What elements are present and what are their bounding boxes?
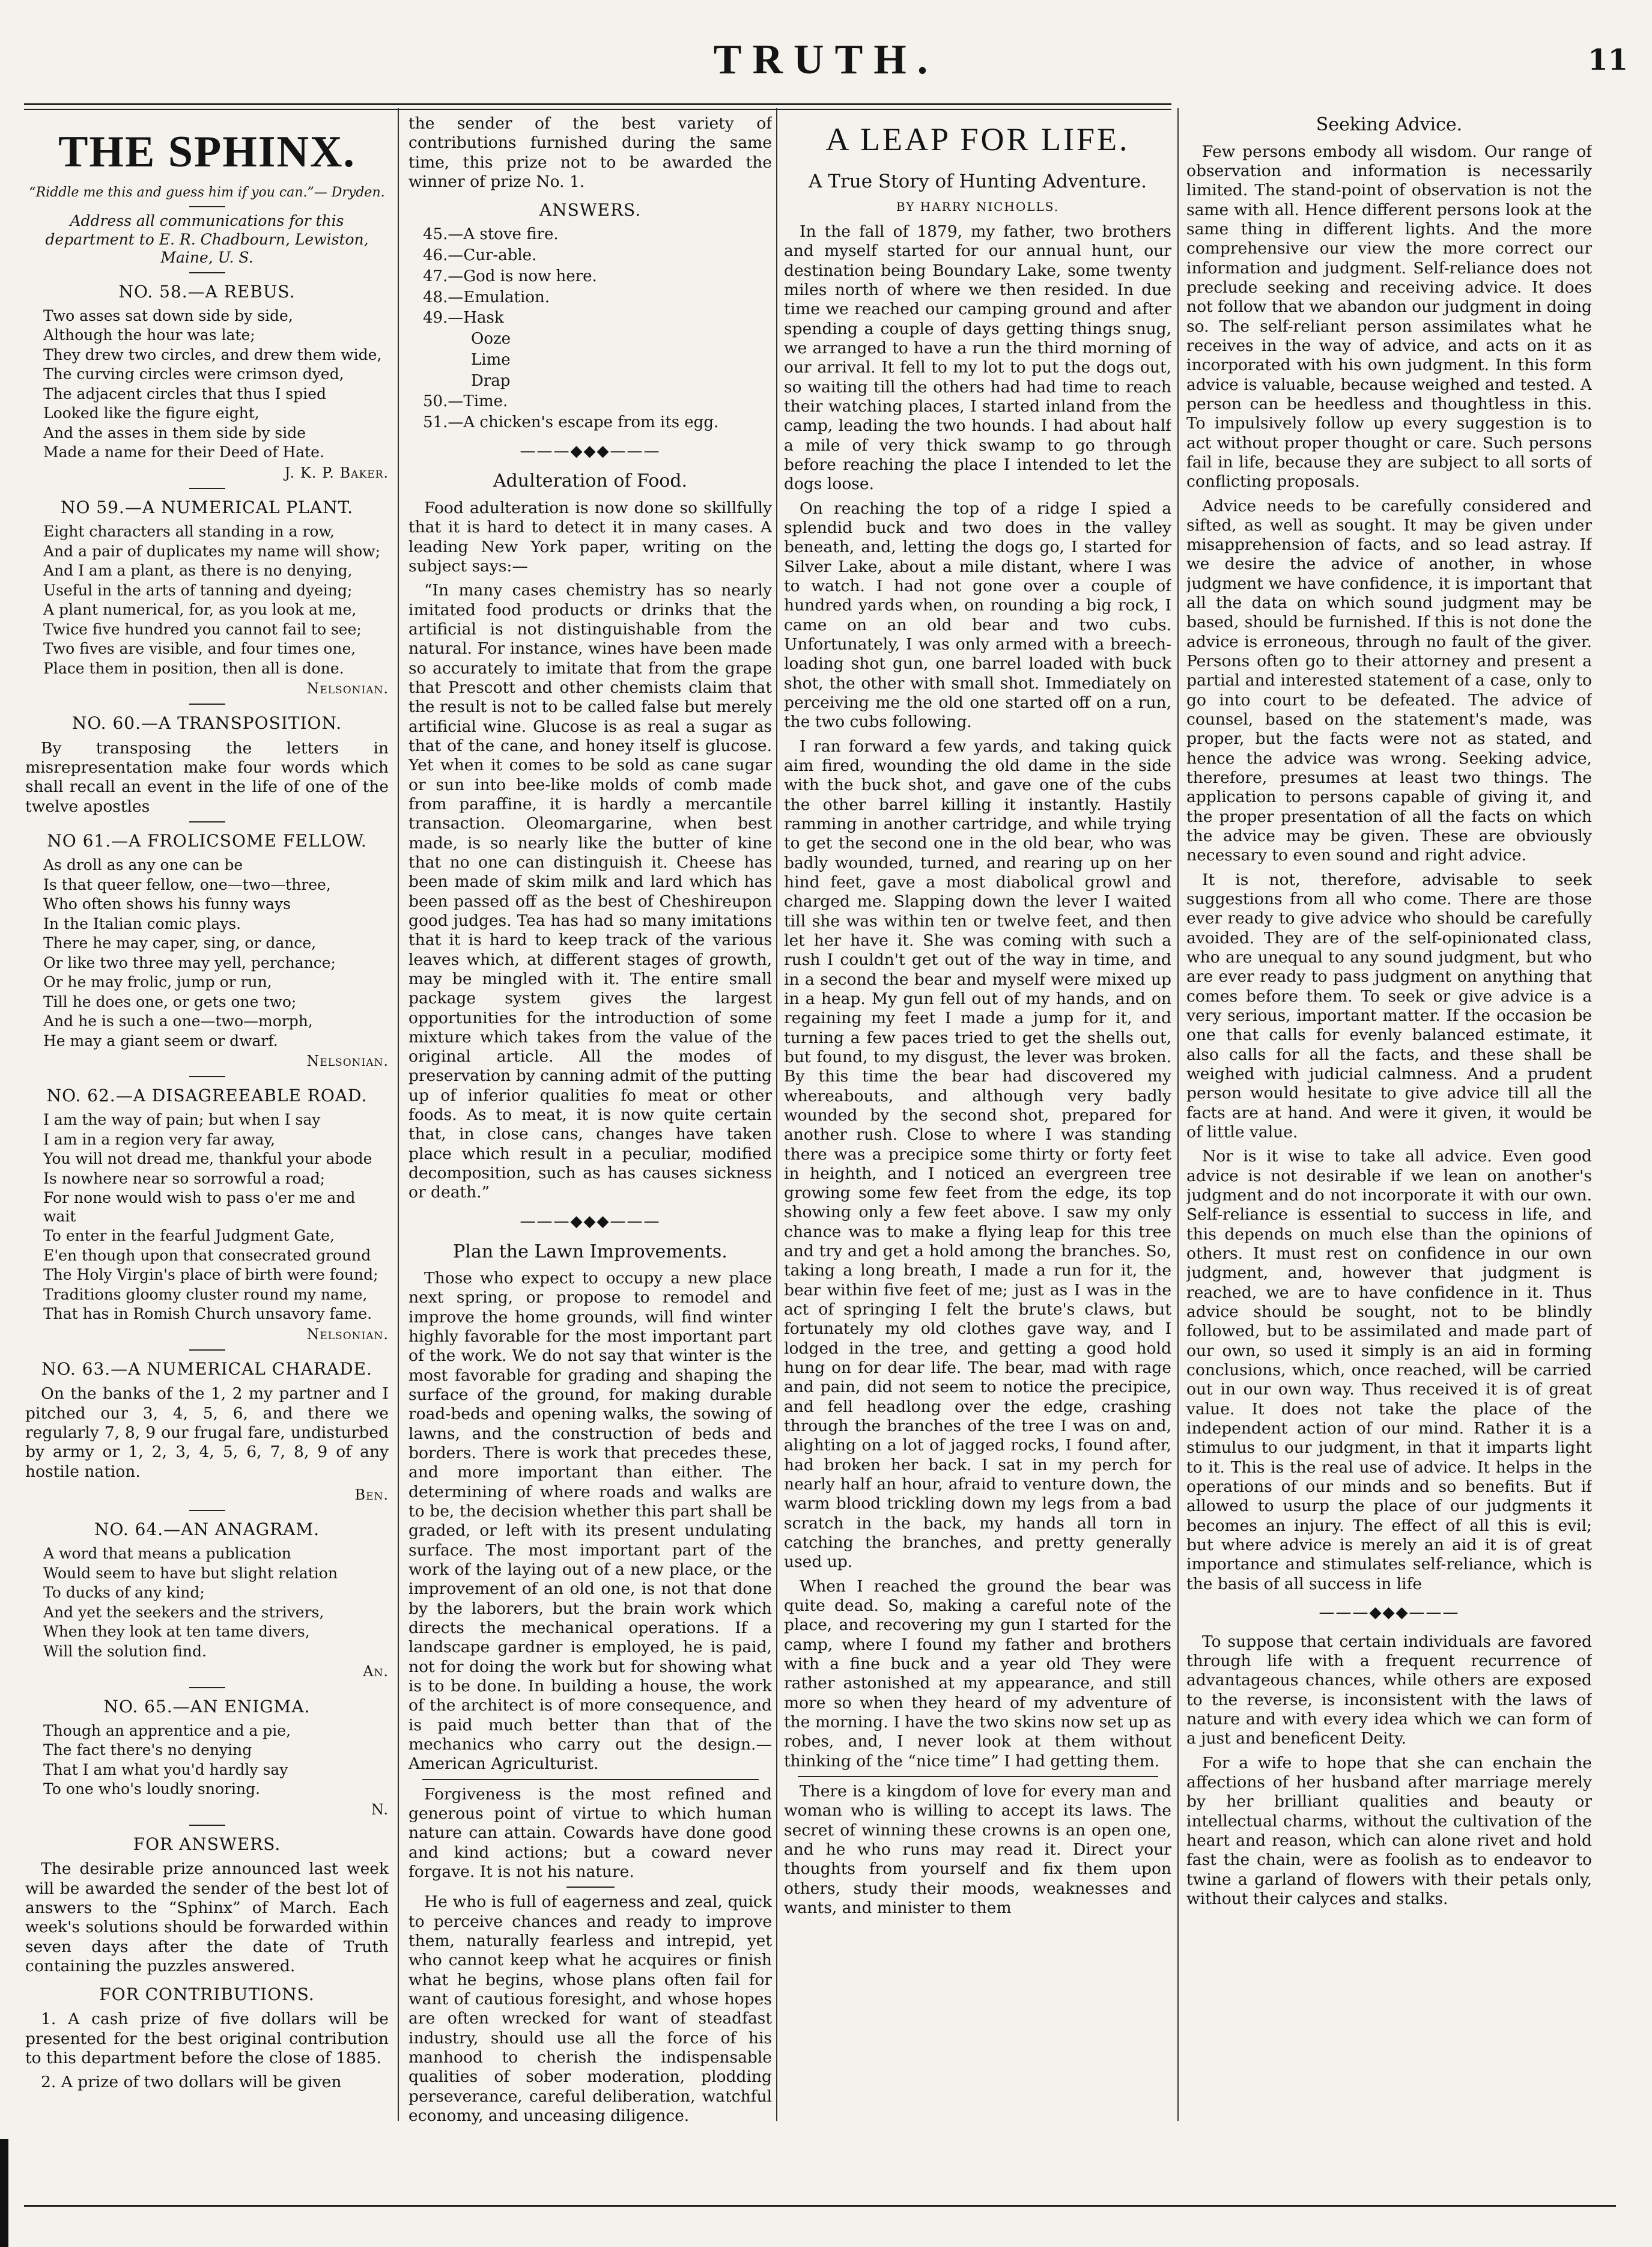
article-paragraph: Those who expect to occupy a new place next spring, or propose to remodel and improve the home grounds, will find winter highly favorable for the most important part of the work. We do not say that winter is the most favorable for grading and shaping the surface of the ground, for making durable road-beds and opening walks, the sowing of lawns, and the construction of beds and borders. There is work that precedes these, and more important than either. The determining of where roads and walks are to be, the decision whether this part shall be graded, or left with its present undulating surface. The most important part of the work of the laying out of a new place, or the improvement of an old one, is not that done by the laborers, but the brain work which directs the mechanical operations. If a landscape gardner is employed, he is paid, not for doing the work but for showing what is to be done. In building a house, the work of the architect is of more consequence, and is paid much better than that of the mechanics who carry out the design.—American Agriculturist. bbox=[408, 1269, 772, 1774]
puzzle-line: And a pair of duplicates my name will show; bbox=[43, 542, 380, 560]
puzzle-line: Looked like the figure eight, bbox=[43, 404, 260, 422]
puzzle-line: To one who's loudly snoring. bbox=[43, 1780, 261, 1798]
puzzle-line: The Holy Virgin's place of birth were found; bbox=[43, 1266, 378, 1284]
scan-edge-bar bbox=[0, 2139, 8, 2247]
puzzle-author: An. bbox=[363, 1663, 389, 1680]
puzzle-line: The adjacent circles that thus I spied bbox=[43, 385, 327, 403]
puzzle-line: Eight characters all standing in a row, bbox=[43, 523, 335, 541]
puzzle-heading: NO. 60.—A TRANSPOSITION. bbox=[71, 713, 342, 734]
puzzle-heading: NO 61.—A FROLICSOME FELLOW. bbox=[47, 830, 367, 851]
article-paragraph: Advice needs to be carefully considered and sifted, as well as sought. It may be given under misapprehension of facts, and so lead astray. If we desire the advice of another, in whose judgment we have confidence, it is important that all the data on which sound judgment may be based, should be furnished. If this is not done the advice is erroneous, through no fault of the giver. Persons often go to their attorney and present a partial and interested statement of a case, only to go into court to be defeated. The advice of counsel, based on the statement's made, was proper, but the facts were not as stated, and hence the advice was wrong. Seeking advice, therefore, presumes at least two things. The application to persons capable of giving it, and the proper presentation of all the facts on which the advice may be given. These are obviously necessary to even sound and right advice. bbox=[1186, 496, 1592, 865]
puzzle-heading: NO. 65.—AN ENIGMA. bbox=[103, 1696, 311, 1716]
puzzle-line: I am in a region very far away, bbox=[43, 1130, 276, 1148]
divider bbox=[189, 272, 225, 273]
puzzle-line: They drew two circles, and drew them wide, bbox=[43, 345, 382, 363]
story-paragraph: There is a kingdom of love for every man and woman who is willing to accept its laws. The secret of winning these crowns is an open one, and he who runs may read it. Direct your thoughts from yourself and fix them upon others, study their moods, weaknesses and wants, and minister to them bbox=[784, 1782, 1171, 1917]
puzzle-line: And I am a plant, as there is no denying, bbox=[43, 562, 353, 580]
puzzle-line: That I am what you'd hardly say bbox=[43, 1760, 288, 1778]
puzzle-line: Or he may frolic, jump or run, bbox=[43, 973, 272, 991]
sphinx-title: THE SPHINX. bbox=[58, 127, 356, 177]
puzzle-text: On the banks of the 1, 2 my partner and I pitched our 3, 4, 5, 6, and there we regularly 7, 8, 9 our frugal fare, undisturbed by army or 1, 2, 3, 4, 5, 6, 7, 8, 9 of any hostile nation. bbox=[25, 1384, 389, 1481]
puzzle-list bbox=[25, 282, 389, 1826]
puzzle-author: Nelsonian. bbox=[306, 1053, 389, 1070]
column-divider bbox=[776, 108, 777, 2121]
ornament-divider: ———◆◆◆——— bbox=[520, 1212, 661, 1230]
puzzle-line: Although the hour was late; bbox=[43, 326, 255, 344]
puzzle-line: The curving circles were crimson dyed, bbox=[43, 365, 344, 383]
puzzle-line: Traditions gloomy cluster round my name, bbox=[43, 1285, 368, 1303]
column-four bbox=[1186, 114, 1592, 2193]
advice-title: Seeking Advice. bbox=[1316, 114, 1463, 135]
article-paragraph: For a wife to hope that she can enchain the affections of her husband after marriage merely by her brilliant qualities and beauty or intellectual charms, without the cultivation of the heart and reason, which can alone rivet and hold fast the chain, were as foolish as to endeavor to twine a garland of flowers with their petals only, without their calyces and stalks. bbox=[1186, 1753, 1592, 1908]
puzzle-line: Will the solution find. bbox=[43, 1642, 207, 1660]
for-answers-heading: FOR ANSWERS. bbox=[133, 1834, 281, 1855]
divider bbox=[189, 1510, 225, 1511]
divider bbox=[189, 704, 225, 705]
puzzle-line: A plant numerical, for, as you look at me, bbox=[43, 601, 357, 619]
for-contributions-heading: FOR CONTRIBUTIONS. bbox=[99, 1984, 315, 2005]
story-byline: BY HARRY NICHOLLS. bbox=[896, 199, 1060, 214]
puzzle-line: Useful in the arts of tanning and dyeing; bbox=[43, 581, 353, 599]
puzzle-author: Nelsonian. bbox=[306, 1325, 389, 1343]
answers-list bbox=[408, 225, 772, 432]
puzzle-author: N. bbox=[371, 1801, 389, 1818]
story-paragraph: On reaching the top of a ridge I spied a splendid buck and two does in the valley beneath, and, letting the dogs go, I started for Silver Lake, about a mile distant, where I was to watch. I had not gone over a couple of hundred yards when, on rounding a big rock, I came on an old bear and two cubs. Unfortunately, I was only armed with a breech-loading shot gun, one barrel loaded with buck shot, the other with small shot. Immediately on perceiving me the old one started off on a run, the two cubs following. bbox=[784, 499, 1171, 732]
ornament-divider: ———◆◆◆——— bbox=[1319, 1603, 1460, 1622]
article-paragraph: Food adulteration is now done so skillfully that it is hard to detect it in many cases. A leading New York paper, writing on the subject says:— bbox=[408, 498, 772, 576]
article-paragraph: To suppose that certain individuals are favored through life with a frequent recurrence of advantageous chances, while others are exposed to the reverse, is inconsistent with the laws of nature and with every idea which we can form of a just and beneficent Deity. bbox=[1186, 1632, 1592, 1748]
answer-item: 47.—God is now here. bbox=[423, 267, 597, 285]
puzzle-line: Till he does one, or gets one two; bbox=[43, 993, 297, 1011]
puzzle-heading: NO. 64.—AN ANAGRAM. bbox=[94, 1519, 320, 1540]
answer-item: 51.—A chicken's escape from its egg. bbox=[423, 413, 719, 431]
article-paragraph: Few persons embody all wisdom. Our range of observation and information is necessarily limited. The stand-point of observation is not the same with all. Hence different persons look at the same thing in different lights. And the more comprehensive our view the more correct our information and judgment. Self-reliance does not preclude seeking and receiving advice. It does not follow that we abandon our judgment in doing so. The self-reliant person assimilates what he receives in the way of advice, and acts on it as incorporated with his own judgment. In this form advice is valuable, because weighed and tested. A person can be heedless and thoughtless in this. To impulsively follow up every suggestion is to act without proper thought or care. Such persons fail in life, because they are subject to all sorts of conflicting proposals. bbox=[1186, 142, 1592, 491]
top-rule bbox=[24, 103, 1171, 110]
puzzle-line: Made a name for their Deed of Hate. bbox=[43, 443, 324, 461]
divider bbox=[422, 1779, 759, 1780]
divider bbox=[566, 1887, 615, 1888]
answers-heading: ANSWERS. bbox=[539, 200, 642, 220]
divider bbox=[189, 1076, 225, 1077]
puzzle-line: And yet the seekers and the strivers, bbox=[43, 1603, 324, 1621]
puzzle-line: He may a giant seem or dwarf. bbox=[43, 1032, 278, 1050]
puzzle-line: Is nowhere near so sorrowful a road; bbox=[43, 1169, 326, 1187]
answer-item: 48.—Emulation. bbox=[423, 288, 550, 306]
puzzle-author: J. K. P. Baker. bbox=[284, 464, 389, 481]
answer-item: Lime bbox=[471, 350, 511, 369]
puzzle-line: There he may caper, sing, or dance, bbox=[43, 934, 317, 952]
puzzle-line: To ducks of any kind; bbox=[43, 1584, 205, 1602]
answer-item: 50.—Time. bbox=[423, 392, 508, 411]
puzzle-line: When they look at ten tame divers, bbox=[43, 1623, 310, 1641]
puzzle-line: To enter in the fearful Judgment Gate, bbox=[43, 1227, 335, 1245]
puzzle-line: I am the way of pain; but when I say bbox=[43, 1111, 321, 1129]
divider bbox=[189, 488, 225, 489]
sphinx-address: Address all communications for this department to E. R. Chadbourn, Lewiston, Maine, U. S. bbox=[45, 212, 369, 267]
article-paragraph: “In many cases chemistry has so nearly imitated food products or drinks that the artificial is not distinguishable from the natural. For instance, wines have been made so accurately to imitate that from the grape that Prescott and other chemists claim that the result is not to be called false but merely artificial wine. Glucose is as real a sugar as that of the cane, and honey itself is glucose. Yet when it comes to be sold as cane sugar or sun into bee-like molds of comb made from paraffine, it is hardly a mercantile transaction. Oleomargarine, when best made, is so nearly like the butter of kine that no one can distinguish it. Cheese has been made of skim milk and lard which has been passed off as the best of Cheshireupon good judges. Tea has had so many imitations that it is hard to keep track of the various leaves which, at different stages of growth, may be mingled with it. The entire small package system gives the largest opportunities for the introduction of some mixture which takes from the value of the original article. All the modes of preservation by canning admit of the putting up of inferior qualities fo meat or other foods. As to meat, it is now quite certain that, in close cans, changes have taken place which result in a peculiar, modified decomposition, such as has causes sickness or death.” bbox=[408, 581, 772, 1202]
puzzle-heading: NO. 58.—A REBUS. bbox=[118, 281, 296, 302]
contribution-2: 2. A prize of two dollars will be given bbox=[41, 2073, 342, 2092]
puzzle-line: E'en though upon that consecrated ground bbox=[43, 1246, 371, 1264]
puzzle-line: Who often shows his funny ways bbox=[43, 895, 291, 913]
column-divider bbox=[1177, 108, 1179, 2121]
ornament-divider: ———◆◆◆——— bbox=[520, 442, 661, 460]
puzzle-heading: NO 59.—A NUMERICAL PLANT. bbox=[60, 497, 354, 518]
answer-item: 49.—Hask bbox=[423, 309, 504, 327]
puzzle-line: Two asses sat down side by side, bbox=[43, 306, 293, 324]
article-paragraph: He who is full of eagerness and zeal, quick to perceive chances and ready to improve them, naturally fearless and intrepid, yet who cannot keep what he acquires or finish what he begins, whose plans often fail for want of cautious foresight, and whose hopes are often wrecked for want of steadfast industry, should use all the force of his manhood to cherish the indispensable qualities of sober moderation, plodding perseverance, careful deliberation, watchful economy, and unceasing diligence. bbox=[408, 1893, 772, 2125]
story-paragraph: In the fall of 1879, my father, two brothers and myself started for our annual hunt, our destination being Boundary Lake, some twenty miles north of where we then resided. In due time we reached our camping ground and after spending a couple of days getting things snug, we arranged to have a run the third morning of our arrival. It fell to my lot to put the dogs out, so waiting till the others had had time to reach their watching places, I started inland from the camp, leading the two hounds. I had about half a mile of very thick swamp to go through before reaching the place I intended to let the dogs loose. bbox=[784, 222, 1171, 494]
sphinx-motto: “Riddle me this and guess him if you can.”— Dryden. bbox=[29, 185, 385, 201]
column-three bbox=[784, 114, 1171, 2193]
divider bbox=[189, 821, 225, 822]
puzzle-line: In the Italian comic plays. bbox=[43, 914, 241, 932]
puzzle-line: That has in Romish Church unsavory fame. bbox=[43, 1305, 372, 1323]
answer-item: Ooze bbox=[471, 330, 511, 348]
puzzle-author: Ben. bbox=[354, 1486, 389, 1504]
puzzle-line: Would seem to have but slight relation bbox=[43, 1564, 338, 1582]
article-paragraph: Nor is it wise to take all advice. Even good advice is not desirable if we lean on another's judgment and do not incorporate it with our own. Self-reliance is essential to success in life, and this depends on much else than the opinions of others. It must rest on confidence in our own judgment, and, however that judgment is reached, we are to have confidence in it. Thus advice should be sought, not to be blindly followed, but to be assimilated and made part of our own, so used it simply is an aid in forming conclusions, which, once reached, will be carried out in our own way. Thus received it is of great value. It does not take the place of the independent action of our mind. Rather it is a stimulus to our judgment, in that it imparts light to it. This is the real use of advice. It helps in the operations of our minds and so benefits. But if allowed to usurp the place of our judgments it becomes an injury. The effect of all this is evil; but where advice is merely an aid it is of great importance and stimulates self-reliance, which is the basis of all success in life bbox=[1186, 1147, 1592, 1593]
prize-intro: the sender of the best variety of contributions furnished during the same time, this prize not to be awarded the winner of prize No. 1. bbox=[408, 114, 772, 191]
puzzle-heading: NO. 62.—A DISAGREEABLE ROAD. bbox=[46, 1086, 368, 1106]
article-paragraph: It is not, therefore, advisable to seek suggestions from all who come. There are those ever ready to give advice who should be carefully avoided. They are of the self-opinionated class, who are unequal to any sound judgment, but who are ever ready to pass judgment on anything that comes before them. To seek or give advice is a very serious, important matter. If the occasion be one that calls for evenly balanced estimate, it also calls for all the facts, and these shall be weighed with judicial calmness. And a prudent person would hesitate to give advice till all the facts are at hand. And were it given, it would be of little value. bbox=[1186, 870, 1592, 1142]
answer-item: 45.—A stove fire. bbox=[423, 225, 559, 244]
column-two bbox=[408, 114, 772, 2193]
puzzle-line: Twice five hundred you cannot fail to see; bbox=[43, 620, 362, 638]
divider bbox=[189, 206, 225, 207]
page-number: 11 bbox=[1588, 43, 1628, 77]
answer-item: Drap bbox=[471, 371, 511, 390]
story-subtitle: A True Story of Hunting Adventure. bbox=[809, 170, 1147, 192]
story-paragraph: I ran forward a few yards, and taking quick aim fired, wounding the old dame in the side with the buck shot, and gave one of the cubs the other barrel killing it instantly. Hastily ramming in another cartridge, and while trying to get the second one in the old bear, who was badly wounded, turned, and rearing up on her hind feet, gave a most diabolical growl and charged me. Slapping down the lever I waited till she was within ten or twelve feet, and then let her have it. She was coming with such a rush I couldn't get out of the way in time, and in a second the bear and myself were mixed up in a heap. My gun fell out of my hands, and on regaining my feet I made a jump for it, and turning a few paces tried to get the shells out, but found, to my disgust, the lever was broken. By this time the bear had discovered my whereabouts, and although very badly wounded by the second shot, prepared for another rush. Close to where I was standing there was a precipice some thirty or forty feet in heighth, and I noticed an evergreen tree growing some few feet from the edge, its top showing only a few feet above. I saw my only chance was to make a flying leap for this tree and try and get a hold among the branches. So, taking a long breath, I made a run for it, the bear within five feet of me; just as I was in the act of springing I felt the brute's claws, but fortunately my old clothes gave way, and I lodged in the tree, and getting a good hold hung on for dear life. The bear, mad with rage and pain, did not seem to notice the precipice, and fell headlong over the edge, crashing through the branches of the tree I was on and, alighting on a lot of jagged rocks, I found after, had broken her back. I sat in my perch for nearly half an hour, afraid to venture down, the warm blood trickling down my legs from a bad scratch in the back, my hands all torn in catching the branches, and pretty generally used up. bbox=[784, 737, 1171, 1572]
story-paragraph: When I reached the ground the bear was quite dead. So, making a careful note of the place, and recovering my gun I started for the camp, where I found my father and brothers with a fine buck and a year old They were rather astonished at my appearance, and still more so when they heard of my adventure of the morning. I have the two skins now set up as robes, and, I never look at them without thinking of the “nice time” I had getting them. bbox=[784, 1577, 1171, 1771]
divider bbox=[189, 1687, 225, 1688]
puzzle-line: For none would wish to pass o'er me and wait bbox=[43, 1189, 356, 1225]
puzzle-line: Though an apprentice and a pie, bbox=[43, 1721, 291, 1739]
story-title: A LEAP FOR LIFE. bbox=[825, 121, 1130, 157]
sphinx-column bbox=[25, 114, 389, 2193]
article-paragraph: Forgiveness is the most refined and generous point of virtue to which human nature can attain. Cowards have done good and kind actions; but a coward never forgave. It is not his nature. bbox=[408, 1784, 772, 1881]
adulteration-title: Adulteration of Food. bbox=[493, 470, 688, 492]
puzzle-line: And the asses in them side by side bbox=[43, 424, 306, 442]
answer-item: 46.—Cur-able. bbox=[423, 246, 537, 265]
puzzle-line: Place them in position, then all is done. bbox=[43, 659, 344, 677]
puzzle-text: By transposing the letters in misrepresentation make four words which shall recall an event in the life of one of the twelve apostles bbox=[25, 738, 389, 816]
puzzle-author: Nelsonian. bbox=[306, 680, 389, 698]
puzzle-line: A word that means a publication bbox=[43, 1545, 291, 1563]
puzzle-line: The fact there's no denying bbox=[43, 1741, 252, 1759]
masthead: TRUTH. bbox=[713, 37, 939, 83]
puzzle-line: You will not dread me, thankful your abode bbox=[43, 1150, 372, 1168]
bottom-rule bbox=[24, 2205, 1616, 2207]
contribution-1: 1. A cash prize of five dollars will be presented for the best original contribution to this department before the close of 1885. bbox=[25, 2010, 389, 2068]
column-divider bbox=[398, 108, 399, 2121]
divider bbox=[189, 1349, 225, 1351]
divider bbox=[189, 1825, 225, 1826]
lawn-title: Plan the Lawn Improvements. bbox=[453, 1241, 727, 1262]
puzzle-heading: NO. 63.—A NUMERICAL CHARADE. bbox=[41, 1359, 372, 1379]
puzzle-line: And he is such a one—two—morph, bbox=[43, 1012, 313, 1030]
puzzle-line: Two fives are visible, and four times one, bbox=[43, 640, 356, 658]
puzzle-line: Is that queer fellow, one—two—three, bbox=[43, 875, 331, 893]
divider bbox=[798, 1776, 1158, 1777]
puzzle-line: Or like two three may yell, perchance; bbox=[43, 953, 336, 971]
puzzle-line: As droll as any one can be bbox=[43, 856, 243, 874]
for-answers-text: The desirable prize announced last week will be awarded the sender of the best lot of answers to the “Sphinx” of March. Each week's solutions should be forwarded within seven days after the date of Truth containing the puzzles answered. bbox=[25, 1859, 389, 1975]
